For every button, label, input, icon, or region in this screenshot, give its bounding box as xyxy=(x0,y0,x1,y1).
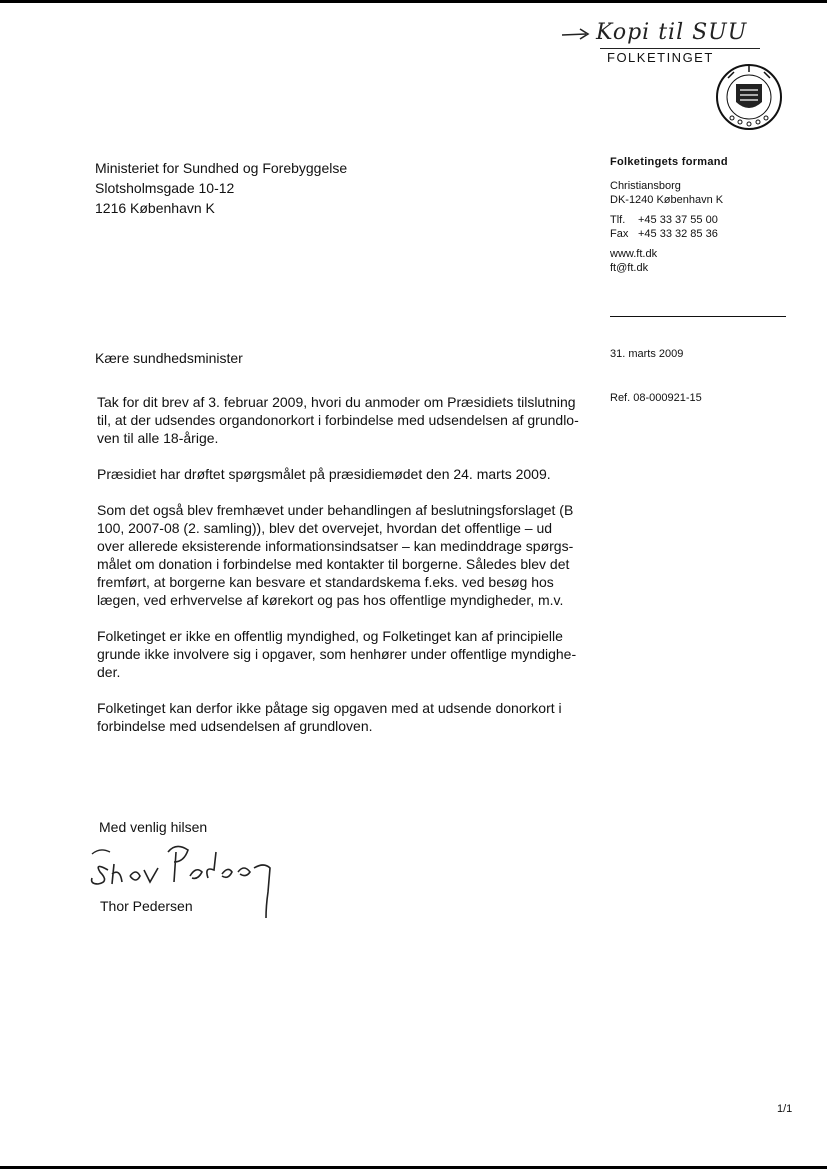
sender-phone-row xyxy=(610,213,728,227)
letter-date: 31. marts 2009 xyxy=(610,348,684,360)
letter-body xyxy=(97,393,582,753)
fax-number: +45 33 32 85 36 xyxy=(638,228,718,240)
handwritten-note-text: Kopi til SUU xyxy=(596,20,748,45)
paragraph-line: Folketinget kan derfor ikke påtage sig opgaven med at udsende donorkort i xyxy=(97,700,562,716)
paragraph xyxy=(97,393,582,447)
paragraph-line: 100, 2007-08 (2. samling)), blev det overvejet, hvordan det offentlige – ud xyxy=(97,520,553,536)
handwritten-note xyxy=(560,18,760,52)
fax-label: Fax xyxy=(610,228,629,240)
closing: Med venlig hilsen xyxy=(99,819,208,835)
recipient-address xyxy=(95,158,347,218)
sender-divider xyxy=(610,316,786,317)
paragraph-line: Tak for dit brev af 3. februar 2009, hvori du anmoder om Præsidiets tilslutning xyxy=(97,394,576,410)
sender-email: ft@ft.dk xyxy=(610,262,649,274)
paragraph xyxy=(97,501,582,609)
reference-number: Ref. 08-000921-15 xyxy=(610,392,702,404)
paragraph-line: der. xyxy=(97,664,121,680)
paragraph-line: målet om donation i forbindelse med kontakter til borgerne. Således blev det xyxy=(97,556,570,572)
arrow-icon xyxy=(560,26,594,42)
paragraph-line: ven til alle 18-årige. xyxy=(97,430,219,446)
paragraph-line: grunde ikke involvere sig i opgaver, som henhører under offentlige myndighe- xyxy=(97,646,577,662)
paragraph xyxy=(97,465,582,483)
sender-fax-row xyxy=(610,227,728,241)
page-top-border xyxy=(0,0,827,3)
page-number: 1/1 xyxy=(777,1103,793,1115)
brand-name: FOLKETINGET xyxy=(607,50,714,65)
recipient-name: Ministeriet for Sundhed og Forebyggelse xyxy=(95,160,348,176)
paragraph-line: lægen, ved erhvervelse af kørekort og pas hos offentlige myndigheder, m.v. xyxy=(97,592,564,608)
signer-name: Thor Pedersen xyxy=(100,898,193,914)
paragraph-line: til, at der udsendes organdonorkort i forbindelse med udsendelsen af grundlo- xyxy=(97,412,579,428)
salutation: Kære sundhedsminister xyxy=(95,350,243,366)
paragraph-line: Præsidiet har drøftet spørgsmålet på præsidiemødet den 24. marts 2009. xyxy=(97,466,551,482)
paragraph-line: forbindelse med udsendelsen af grundloven. xyxy=(97,718,373,734)
recipient-street: Slotsholmsgade 10-12 xyxy=(95,180,235,196)
sender-block xyxy=(610,155,728,275)
phone-number: +45 33 37 55 00 xyxy=(638,214,718,226)
paragraph-line: Som det også blev fremhævet under behandlingen af beslutningsforslaget (B xyxy=(97,502,574,518)
paragraph xyxy=(97,699,582,735)
phone-label: Tlf. xyxy=(610,214,626,226)
folketinget-seal-icon xyxy=(714,62,784,132)
sender-office: Folketingets formand xyxy=(610,156,728,168)
handwritten-note-underline xyxy=(600,48,760,49)
paragraph-line: Folketinget er ikke en offentlig myndighed, og Folketinget kan af principielle xyxy=(97,628,563,644)
sender-website: www.ft.dk xyxy=(610,248,658,260)
sender-address-line1: Christiansborg xyxy=(610,180,681,192)
paragraph xyxy=(97,627,582,681)
paragraph-line: fremført, at borgerne kan besvare et standardskema f.eks. ved besøg hos xyxy=(97,574,554,590)
sender-address-line2: DK-1240 København K xyxy=(610,194,724,206)
recipient-city: 1216 København K xyxy=(95,200,215,216)
paragraph-line: over allerede eksisterende informationsindsatser – kan medinddrage spørgs- xyxy=(97,538,574,554)
